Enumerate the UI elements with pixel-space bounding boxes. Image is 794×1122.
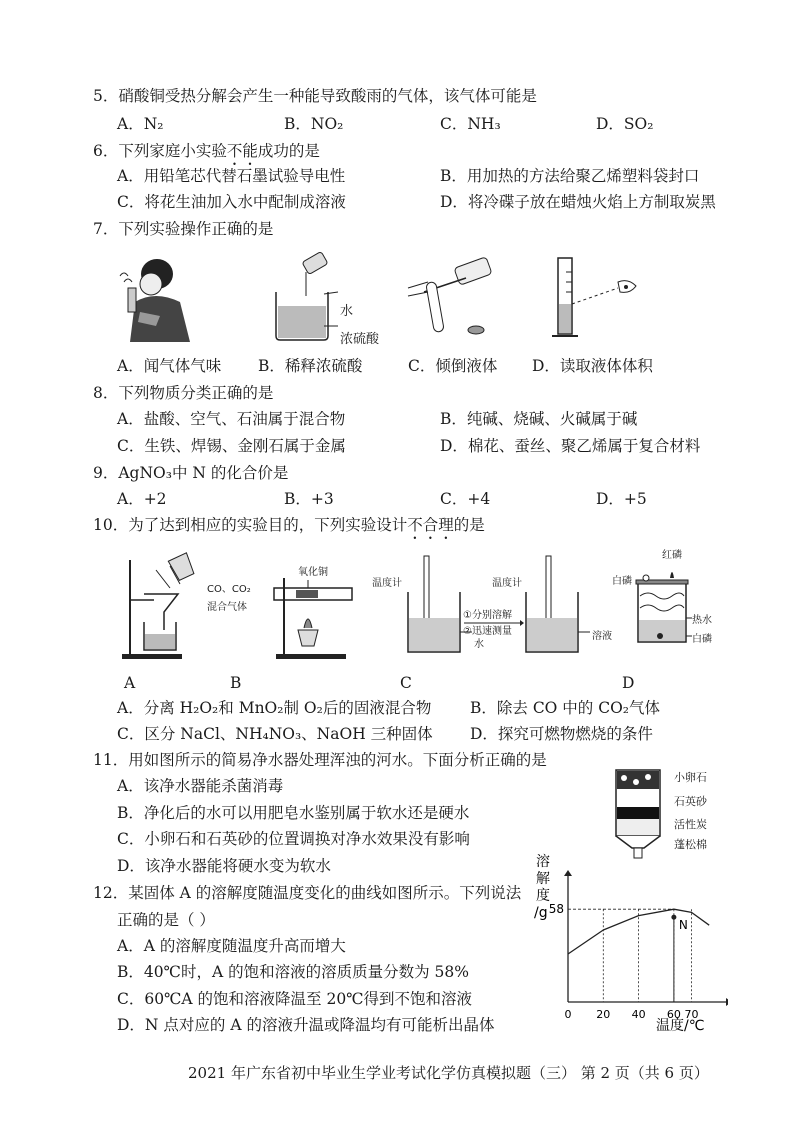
- q10-fig-d-burn: [630, 560, 700, 660]
- x-axis-arrow: [726, 998, 728, 1006]
- q12-option-c: C．60℃A 的饱和溶液降温至 20℃得到不饱和溶液: [117, 990, 473, 1008]
- q10-fig-letter-a: A: [124, 674, 136, 692]
- q8-stem: 8．下列物质分类正确的是: [93, 384, 274, 402]
- x-tick-label: 40: [631, 1008, 646, 1021]
- q8-option-a: A．盐酸、空气、石油属于混合物: [117, 410, 346, 428]
- q9-stem: 9．AgNO₃中 N 的化合价是: [93, 464, 289, 482]
- q8-option-b: B．纯碱、烧碱、火碱属于碱: [440, 410, 638, 428]
- q7-fig-d-read: [548, 252, 648, 344]
- q6-option-d: D．将冷碟子放在蜡烛火焰上方制取炭黑: [440, 193, 716, 211]
- q7-label-acid: 浓硫酸: [340, 332, 380, 347]
- q10-option-a: A．分离 H₂O₂和 MnO₂制 O₂后的固液混合物: [117, 699, 432, 717]
- q10-fig-a-filter: [118, 550, 208, 662]
- q10-stem-post: 的是: [453, 516, 485, 534]
- q5-option-a: A．N₂: [117, 115, 164, 133]
- q8-option-c: C．生铁、焊锡、金刚石属于金属: [117, 437, 346, 455]
- q7-option-c: C．倾倒液体: [408, 357, 498, 375]
- q10-label-step2: ②迅速测量: [463, 626, 512, 637]
- q10-label-mix: 混合气体: [207, 602, 247, 613]
- q6-stem-emphasis: 不能: [226, 142, 258, 160]
- q10-label-thermo2: 温度计: [492, 578, 522, 589]
- q10-fig-letter-b: B: [230, 674, 242, 692]
- x-tick-label: 20: [596, 1008, 611, 1021]
- q10-option-b: B．除去 CO 中的 CO₂气体: [470, 699, 661, 717]
- chart-xlabel: 温度/℃: [656, 1018, 705, 1034]
- solubility-curve: [568, 909, 709, 954]
- q6-option-c: C．将花生油加入水中配制成溶液: [117, 193, 346, 211]
- q10-fig-c-beaker2: [522, 552, 592, 660]
- q6-stem-pre: 6．下列家庭小实验: [93, 142, 227, 160]
- q10-stem-pre: 10．为了达到相应的实验目的，下列实验设计: [93, 516, 408, 534]
- q10-stem: [93, 515, 485, 543]
- q11-label-cotton: 蓬松棉: [674, 838, 707, 851]
- chart-axes: [549, 870, 728, 1021]
- q8-option-d: D．棉花、蚕丝、聚乙烯属于复合材料: [440, 437, 701, 455]
- q10-label-red-p: 红磷: [662, 550, 682, 561]
- q11-stem: 11．用如图所示的简易净水器处理浑浊的河水。下面分析正确的是: [93, 751, 547, 769]
- q10-fig-letter-c: C: [400, 674, 412, 692]
- q12-stem-line2: 正确的是（ ）: [117, 911, 215, 929]
- solubility-chart-svg: [528, 852, 728, 1038]
- point-n-label: N: [678, 918, 688, 933]
- x-tick-label: 0: [564, 1008, 572, 1021]
- q10-label-gas: CO、CO₂: [207, 584, 251, 595]
- q10-fig-letter-d: D: [622, 674, 635, 692]
- q7-option-b: B．稀释浓硫酸: [258, 357, 363, 375]
- q6-stem: [93, 141, 320, 169]
- q11-option-b: B．净化后的水可以用肥皂水鉴别属于软水还是硬水: [117, 804, 470, 822]
- q11-label-pebble: 小卵石: [674, 771, 707, 784]
- q9-option-b: B．+3: [284, 490, 334, 508]
- q11-option-d: D．该净水器能将硬水变为软水: [117, 857, 331, 875]
- q7-stem: 7．下列实验操作正确的是: [93, 220, 274, 238]
- q9-option-d: D．+5: [596, 490, 647, 508]
- q11-fig-purifier: [610, 768, 666, 864]
- q12-option-a: A．A 的溶解度随温度升高而增大: [117, 937, 346, 955]
- q10-label-thermo1: 温度计: [372, 578, 402, 589]
- q10-label-cuo: 氧化铜: [298, 567, 328, 578]
- q10-label-white-p2: 白磷: [692, 634, 712, 645]
- q10-label-hot-water: 热水: [692, 615, 712, 626]
- q5-stem: 5．硝酸铜受热分解会产生一种能导致酸雨的气体，该气体可能是: [93, 87, 537, 105]
- solubility-chart: [528, 852, 728, 1038]
- q11-label-carbon: 活性炭: [674, 818, 707, 831]
- y-axis-arrow: [564, 870, 572, 876]
- q7-option-d: D．读取液体体积: [532, 357, 653, 375]
- chart-ylabel: 溶解度/g: [534, 854, 550, 921]
- q10-label-solution: 溶液: [592, 631, 612, 642]
- q7-fig-a-smell: [110, 252, 200, 344]
- q11-option-c: C．小卵石和石英砂的位置调换对净水效果没有影响: [117, 830, 470, 848]
- y-tick-label: 58: [548, 902, 564, 917]
- q10-option-c: C．区分 NaCl、NH₄NO₃、NaOH 三种固体: [117, 725, 433, 743]
- q10-stem-emphasis: 不合理: [407, 516, 454, 534]
- x-tick-label: 60: [666, 1008, 681, 1021]
- page-footer: 2021 年广东省初中毕业生学业考试化学仿真模拟题（三） 第 2 页（共 6 页）: [188, 1064, 709, 1082]
- q12-option-b: B．40℃时，A 的饱和溶液的溶质质量分数为 58%: [117, 963, 469, 981]
- q12-option-d: D．N 点对应的 A 的溶液升温或降温均有可能析出晶体: [117, 1016, 495, 1034]
- q10-label-step1: ①分别溶解: [463, 610, 512, 621]
- q7-label-water: 水: [340, 304, 354, 319]
- q10-option-d: D．探究可燃物燃烧的条件: [470, 725, 653, 743]
- q9-option-c: C．+4: [440, 490, 491, 508]
- q5-option-c: C．NH₃: [440, 115, 501, 133]
- q11-option-a: A．该净水器能杀菌消毒: [117, 777, 284, 795]
- x-tick-label: 70: [684, 1008, 699, 1021]
- q6-option-b: B．用加热的方法给聚乙烯塑料袋封口: [440, 167, 700, 185]
- q10-arrow: [464, 620, 524, 626]
- q10-label-white-p1: 白磷: [612, 576, 632, 587]
- q6-stem-post: 成功的是: [257, 142, 320, 160]
- q5-option-b: B．NO₂: [284, 115, 344, 133]
- q10-label-water: 水: [474, 639, 484, 650]
- q12-stem-line1: 12．某固体 A 的溶解度随温度变化的曲线如图所示。下列说法: [93, 884, 522, 902]
- q9-option-a: A．+2: [117, 490, 167, 508]
- q5-option-d: D．SO₂: [596, 115, 654, 133]
- q6-option-a: A．用铅笔芯代替石墨试验导电性: [117, 167, 346, 185]
- q11-label-sand: 石英砂: [674, 795, 707, 808]
- q7-fig-c-pour: [404, 252, 504, 344]
- q7-option-a: A．闻气体气味: [117, 357, 222, 375]
